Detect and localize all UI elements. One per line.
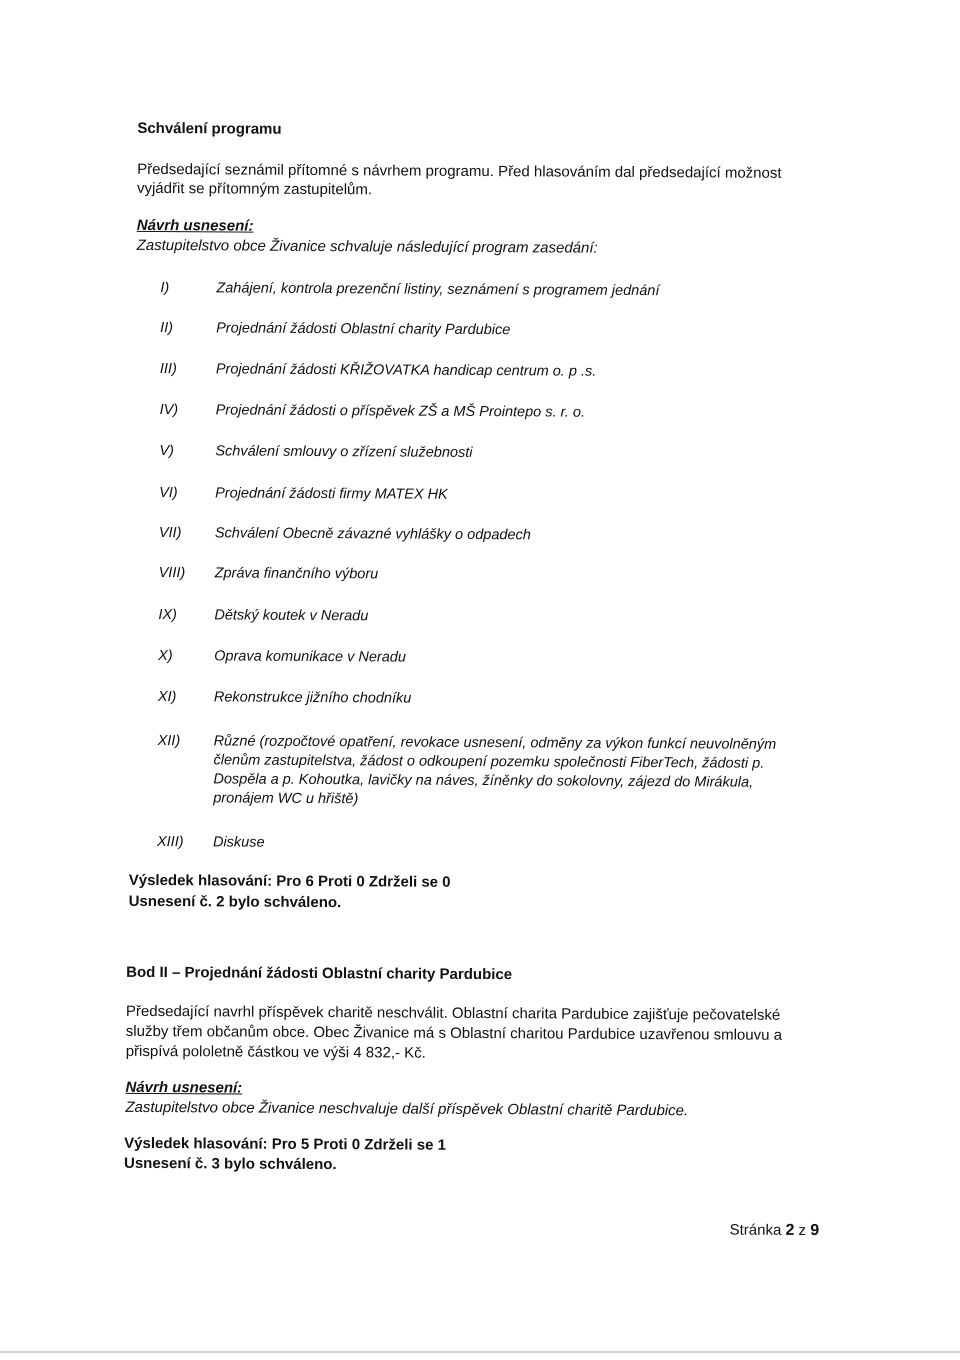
- agenda-item-line: Dětský koutek v Neradu: [214, 607, 369, 625]
- agenda-item-number: VIII): [158, 565, 186, 582]
- agenda-item-text: [216, 319, 816, 342]
- agenda-item-text: [216, 401, 816, 424]
- intro-line-1: Předsedající seznámil přítomné s návrhem programu. Před hlasováním dal předsedající možnost: [137, 160, 782, 182]
- agenda-item-line: Projednání žádosti KŘIŽOVATKA handicap centrum o. p .s.: [215, 361, 597, 380]
- agenda-item-text: [216, 279, 816, 302]
- agenda-item-text: [215, 524, 815, 547]
- agenda-item-text: [215, 442, 815, 465]
- agenda-item-text: [215, 564, 815, 587]
- agenda-item: [2, 278, 960, 300]
- proposal-label: Návrh usnesení:: [136, 216, 254, 235]
- resolution-2: Usnesení č. 3 bylo schváleno.: [123, 1154, 337, 1174]
- agenda-item: [0, 646, 960, 666]
- agenda-item-line: Projednání žádosti firmy MATEX HK: [215, 485, 448, 503]
- page-label: Stránka: [729, 1221, 782, 1239]
- agenda-item-number: XI): [157, 689, 177, 706]
- page-number: [730, 1221, 820, 1242]
- agenda-item-line: Schválení smlouvy o zřízení služebnosti: [215, 443, 473, 461]
- agenda-item-line: Projednání žádosti o příspěvek ZŠ a MŠ Prointepo s. r. o.: [215, 402, 586, 421]
- agenda-item-line: Diskuse: [212, 834, 265, 851]
- agenda-item-text: [213, 732, 813, 812]
- agenda-item-line: Schválení Obecně závazné vyhlášky o odpadech: [214, 525, 531, 544]
- agenda-item-line: pronájem WC u hřiště): [213, 790, 359, 808]
- bottom-edge: [0, 1351, 960, 1353]
- agenda-item-line: Dospěla a p. Kohoutka, lavičky na náves, žíněnky do sokolovny, zájezd do Mirákula,: [213, 771, 754, 791]
- agenda-item: [2, 359, 960, 380]
- agenda-item: [1, 483, 960, 503]
- agenda-item-number: XII): [157, 733, 181, 750]
- agenda-item-number: III): [159, 361, 177, 378]
- agenda-item-number: VI): [159, 485, 178, 502]
- resolution-1: Usnesení č. 2 bylo schváleno.: [128, 892, 342, 912]
- vote-result-2: Výsledek hlasování: Pro 5 Proti 0 Zdrželi se 1: [124, 1134, 446, 1154]
- body-line-2: služby třem občanům obce. Obec Živanice má s Oblastní charitou Pardubice uzavřenou smlouvu a: [125, 1022, 783, 1044]
- agenda-item-number: V): [159, 443, 174, 460]
- agenda-item: [0, 605, 960, 625]
- agenda-item: [1, 523, 960, 544]
- agenda-item-text: [213, 833, 813, 856]
- agenda-item-text: [214, 606, 814, 629]
- agenda-item-line: Různé (rozpočtové opatření, revokace usnesení, odměny za výkon funkcí neuvolněným: [213, 733, 777, 753]
- body-line-1: Předsedající navrhl příspěvek charitě neschválit. Oblastní charita Pardubice zajišťuje pečovatelské: [125, 1002, 781, 1024]
- agenda-item-line: Zpráva finančního výboru: [214, 565, 379, 583]
- agenda-item-number: X): [158, 648, 173, 665]
- agenda-item-number: VII): [158, 525, 182, 542]
- proposal-text: Zastupitelstvo obce Živanice schvaluje následující program zasedání:: [136, 236, 598, 257]
- agenda-item-line: Rekonstrukce jižního chodníku: [213, 689, 412, 707]
- agenda-item: [1, 441, 960, 461]
- intro-line-2: vyjádřit se přítomným zastupitelům.: [136, 179, 373, 199]
- agenda-item-line: Oprava komunikace v Neradu: [214, 648, 407, 666]
- agenda-item-number: IX): [158, 607, 177, 624]
- agenda-item: [2, 318, 960, 339]
- page-current: 2: [785, 1221, 795, 1239]
- agenda-item-text: [214, 688, 814, 711]
- agenda-item-number: XIII): [156, 834, 184, 851]
- agenda-item-number: I): [160, 280, 170, 297]
- agenda-item: [0, 687, 960, 707]
- agenda-item: [0, 832, 959, 851]
- body-line-3: přispívá pololetně částkou ve výši 4 832,- Kč.: [125, 1042, 426, 1062]
- agenda-item-line: členům zastupitelstva, žádost o odkoupení pozemku společnosti FiberTech, žádosti p.: [213, 752, 765, 772]
- agenda-item: [2, 400, 960, 421]
- agenda-item-number: IV): [159, 402, 179, 419]
- agenda-item: [1, 563, 960, 583]
- agenda-item-number: II): [160, 320, 174, 337]
- proposal-label-2: Návrh usnesení:: [125, 1078, 243, 1097]
- page-of: z: [798, 1221, 807, 1240]
- proposal-text-2: Zastupitelstvo obce Živanice neschvaluje další příspěvek Oblastní charitě Pardubice.: [125, 1098, 689, 1120]
- vote-result-1: Výsledek hlasování: Pro 6 Proti 0 Zdrželi se 0: [128, 871, 451, 891]
- agenda-item-text: [215, 484, 815, 507]
- agenda-item-line: Zahájení, kontrola prezenční listiny, seznámení s programem jednání: [216, 280, 660, 300]
- agenda-item: [0, 731, 960, 808]
- agenda-item-text: [216, 360, 816, 383]
- page-total: 9: [810, 1222, 820, 1240]
- section-title-program-approval: Schválení programu: [137, 119, 282, 138]
- section-title-bod-2: Bod II – Projednání žádosti Oblastní charity Pardubice: [126, 963, 513, 984]
- agenda-item-line: Projednání žádosti Oblastní charity Pardubice: [216, 320, 511, 339]
- agenda-item-text: [214, 647, 814, 670]
